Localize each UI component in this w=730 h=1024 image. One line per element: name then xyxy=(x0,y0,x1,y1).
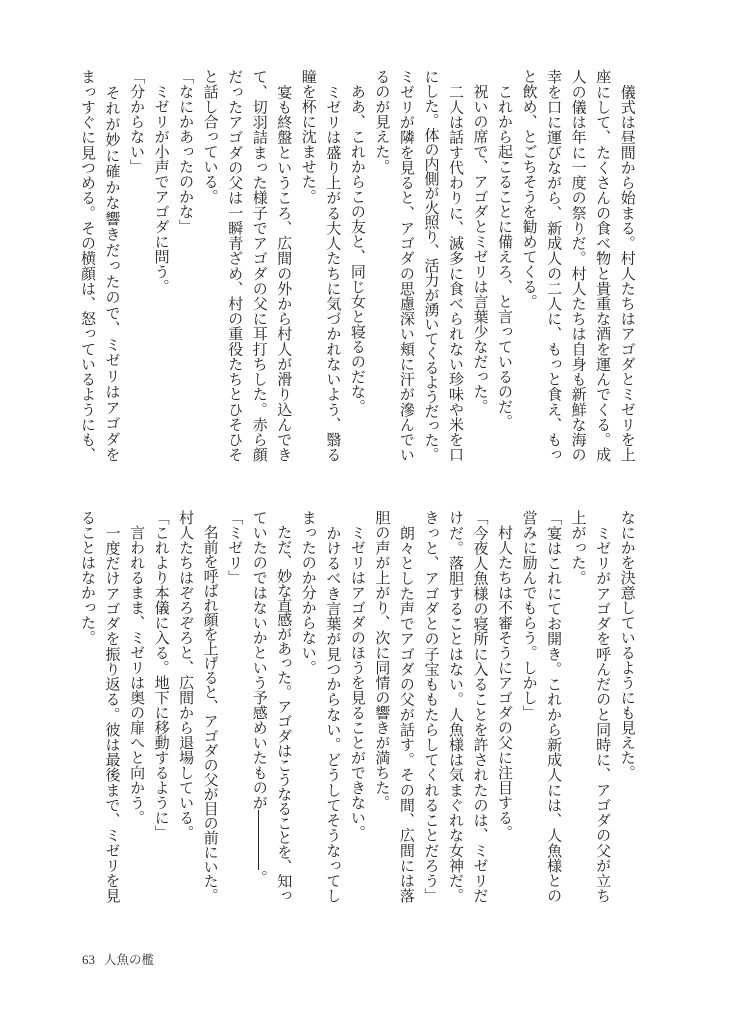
text-column: と飲め、とごちそうを勧めてくる。 xyxy=(520,69,539,309)
text-column: 名前を呼ばれ顔を上げると、アゴダの父が目の前にいた。 xyxy=(201,510,220,903)
text-column: ることはなかった。 xyxy=(79,510,97,645)
text-column: にした。体の内側が火照り、活力が湧いてくるようだった。 xyxy=(422,69,441,462)
text-column: 宴も終盤というころ、広間の外から村人が滑り込んでき xyxy=(275,69,294,463)
text-column: それが妙に確かな響きだったので、ミゼリはアゴダを xyxy=(103,69,122,463)
text-column: 上がった。 xyxy=(569,510,588,585)
text-column: まっすぐに見つめる。その横顔は、怒っているようにも、 xyxy=(79,69,97,463)
text-column: ただ、妙な直感があった。アゴダはこうなることを、知っ xyxy=(275,510,294,903)
text-column: ミゼリは盛り上がる大人たちに気づかれないよう、翳る xyxy=(324,69,343,463)
page-footer xyxy=(82,953,154,967)
text-column: 瞳を杯に沈ませた。 xyxy=(299,69,318,204)
text-column: 「今夜人魚様の寝所に入ることを許されたのは、ミゼリだ xyxy=(471,510,490,904)
text-column: 幸を口に運びながら、新成人の二人に、もっと食え、もっ xyxy=(545,69,564,463)
text-column: 営みに励んでもらう。しかし」 xyxy=(520,510,539,720)
text-column: て、切羽詰まった様子でアゴダの父に耳打ちした。赤ら顔 xyxy=(250,69,269,463)
text-column: 「ミゼリ」 xyxy=(226,510,245,585)
text-column: 「これより本儀に入る。地下に移動するように」 xyxy=(152,510,171,840)
text-column: かけるべき言葉が見つからない。どうしてそうなってし xyxy=(324,510,343,904)
text-column: 儀式は昼間から始まる。村人たちはアゴダとミゼリを上 xyxy=(618,69,637,463)
text-column: 「分からない」 xyxy=(128,69,147,174)
text-column: 村人たちは不審そうにアゴダの父に注目する。 xyxy=(496,510,515,840)
text-column: だったアゴダの父は一瞬青ざめ、村の重役たちとひそひそ xyxy=(226,69,245,463)
page-number: 63 xyxy=(82,952,95,967)
text-column: 二人は話す代わりに、滅多に食べられない珍味や米を口 xyxy=(446,69,465,463)
text-column: 朗々とした声でアゴダの父が話す。その間、広間には落 xyxy=(397,510,416,904)
text-column: 「宴はこれにてお開き。これから新成人には、人魚様との xyxy=(545,510,564,904)
text-column: るのが見えた。 xyxy=(373,69,392,174)
text-column: 言われるまま、ミゼリは奥の扉へと向かう。 xyxy=(128,510,147,825)
text-column: 祝いの席で、アゴダとミゼリは言葉少なだった。 xyxy=(471,69,490,414)
text-column: ていたのではないかという予感めいたものが――――。 xyxy=(250,510,269,885)
text-column: きっと、アゴダとの子宝ももたらしてくれることだろう」 xyxy=(422,510,441,904)
text-column: 村人たちはぞろぞろと、広間から退場している。 xyxy=(177,510,196,840)
text-column: これから起こることに備えろ、と言っているのだ。 xyxy=(496,69,515,429)
text-column: なにかを決意しているようにも見えた。 xyxy=(618,510,637,780)
text-column: ミゼリはアゴダのほうを見ることができない。 xyxy=(348,510,367,840)
text-column: 座にして、たくさんの食べ物と貴重な酒を運んでくる。成 xyxy=(594,69,613,463)
text-column: ミゼリが隣を見ると、アゴダの思慮深い頬に汗が滲んでい xyxy=(397,69,416,463)
text-column: ミゼリが小声でアゴダに問う。 xyxy=(152,69,171,294)
text-block-lower xyxy=(80,510,635,903)
text-column: 胆の声が上がり、次に同情の響きが満ちた。 xyxy=(373,510,392,810)
text-column: けだ。落胆することはない。人魚様は気まぐれな女神だ。 xyxy=(446,510,465,904)
text-column: 人の儀は年に一度の祭りだ。村人たちは自身も新鮮な海の xyxy=(569,69,588,463)
text-column: 「なにかあったのかな」 xyxy=(177,69,196,234)
text-block-upper xyxy=(80,69,635,462)
text-column: と話し合っている。 xyxy=(201,69,220,204)
text-column: ああ、これからこの友と、同じ女と寝るのだな。 xyxy=(348,69,367,414)
text-column: まったのか分からない。 xyxy=(299,510,318,675)
text-column: ミゼリがアゴダを呼んだのと同時に、アゴダの父が立ち xyxy=(594,510,613,904)
book-title: 人魚の檻 xyxy=(104,952,155,967)
text-column: 一度だけアゴダを振り返る。彼は最後まで、ミゼリを見 xyxy=(103,510,122,904)
